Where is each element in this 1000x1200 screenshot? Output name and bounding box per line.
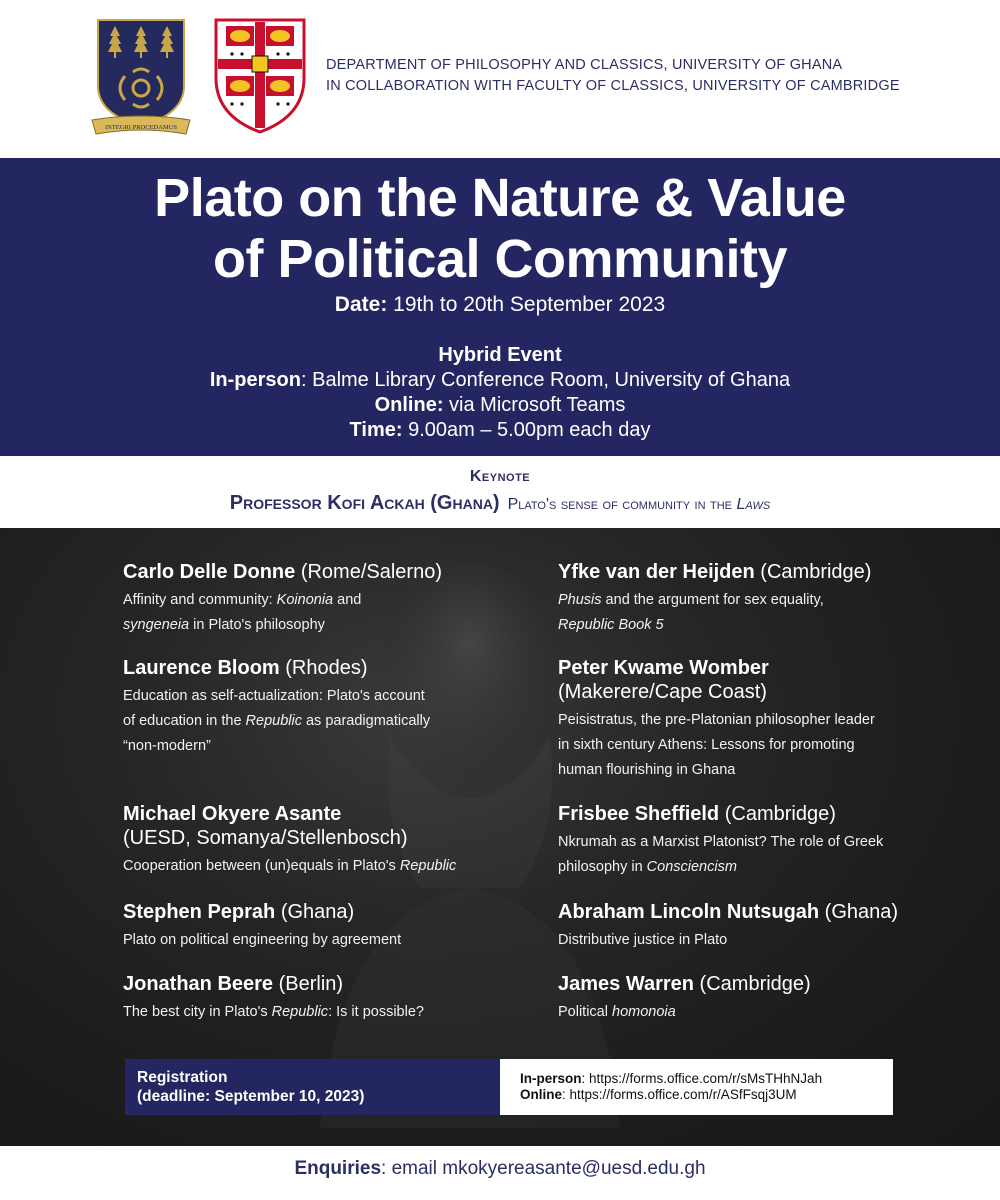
speaker-card — [558, 972, 811, 1025]
talk-title: Nkrumah as a Marxist Platonist? The role of Greek philosophy in Consciencism — [558, 834, 884, 875]
speaker-name: Carlo Delle Donne — [123, 561, 296, 583]
speaker-card — [123, 900, 401, 953]
date-value: 19th to 20th September 2023 — [387, 293, 666, 316]
enquiries-email[interactable]: : email mkokyereasante@uesd.edu.gh — [381, 1158, 706, 1179]
speaker-affiliation: (Rhodes) — [279, 657, 368, 679]
registration-label: Registration (deadline: September 10, 2023) — [125, 1059, 500, 1115]
speaker-name: Michael Okyere Asante — [123, 803, 342, 825]
header — [0, 0, 1000, 158]
speaker-name: Frisbee Sheffield — [558, 803, 720, 825]
talk-title: The best city in Plato's Republic: Is it possible? — [123, 1004, 424, 1020]
talk-title: Phusis and the argument for sex equality, Republic Book 5 — [558, 592, 824, 633]
talk-title: Political homonoia — [558, 1004, 676, 1020]
keynote-label: Keynote — [469, 468, 531, 485]
title-line-1: Plato on the Nature & Value — [154, 168, 846, 228]
event-info — [0, 343, 1000, 443]
online-registration-link[interactable]: Online: https://forms.office.com/r/ASfFsqj3UM — [520, 1087, 797, 1102]
speaker-affiliation: (Ghana) — [819, 901, 899, 923]
talk-title: Education as self-actualization: Plato's account of education in the Republic as paradigmatically “non-modern” — [123, 688, 431, 754]
time-value: 9.00am – 5.00pm each day — [402, 419, 651, 441]
speaker-card — [123, 656, 430, 759]
speaker-name: James Warren — [558, 973, 694, 995]
speaker-card — [558, 900, 898, 953]
registration-links — [500, 1059, 893, 1115]
speaker-card — [558, 802, 883, 880]
speaker-name: Jonathan Beere — [123, 973, 274, 995]
event-title — [0, 168, 1000, 290]
speaker-affiliation: (Ghana) — [275, 901, 355, 923]
speaker-card — [123, 972, 424, 1025]
university-of-cambridge-crest-icon — [212, 16, 308, 136]
speaker-card — [558, 560, 871, 638]
speaker-affiliation: (Makerere/Cape Coast) — [558, 681, 767, 703]
speaker-card — [123, 802, 456, 879]
talk-title: Affinity and community: Koinonia and syngeneia in Plato's philosophy — [123, 592, 362, 633]
svg-text:INTEGRI PROCEDAMUS: INTEGRI PROCEDAMUS — [104, 124, 178, 131]
speaker-affiliation: (Cambridge) — [719, 803, 836, 825]
speaker-card — [123, 560, 442, 638]
enquiries — [0, 1146, 1000, 1200]
inperson-value: : Balme Library Conference Room, University of Ghana — [301, 369, 791, 391]
time-label: Time: — [349, 419, 403, 441]
speaker-affiliation: (Berlin) — [273, 973, 344, 995]
organizer-lines — [326, 55, 900, 97]
dept-line-1: DEPARTMENT OF PHILOSOPHY AND CLASSICS, UNIVERSITY OF GHANA — [326, 57, 843, 73]
inperson-registration-link[interactable]: In-person: https://forms.office.com/r/sMsTHhNJah — [520, 1071, 823, 1086]
talk-title: Peisistratus, the pre-Platonian philosopher leader in sixth century Athens: Lessons for promoting human flourishing in Ghana — [558, 712, 875, 778]
speaker-affiliation: (UESD, Somanya/Stellenbosch) — [123, 827, 408, 849]
speaker-card — [558, 656, 875, 783]
speaker-affiliation: (Rome/Salerno) — [295, 561, 442, 583]
talk-title: Distributive justice in Plato — [558, 932, 728, 948]
speaker-affiliation: (Cambridge) — [754, 561, 872, 583]
date-label: Date: — [334, 293, 388, 316]
online-value: via Microsoft Teams — [443, 394, 626, 416]
keynote-line — [0, 492, 1000, 515]
talk-title: Cooperation between (un)equals in Plato's Republic — [123, 858, 457, 874]
keynote-section — [0, 456, 1000, 528]
speaker-name: Stephen Peprah — [123, 901, 276, 923]
inperson-label: In-person — [209, 369, 301, 391]
title-line-2: of Political Community — [212, 229, 788, 289]
dept-line-2: IN COLLABORATION WITH FACULTY OF CLASSICS, UNIVERSITY OF CAMBRIDGE — [326, 78, 900, 94]
speaker-name: Yfke van der Heijden — [558, 561, 755, 583]
enquiries-label: Enquiries — [294, 1158, 382, 1179]
title-band — [0, 158, 1000, 456]
speaker-name: Abraham Lincoln Nutsugah — [558, 901, 820, 923]
hybrid-label: Hybrid Event — [438, 344, 562, 366]
talk-title: Plato on political engineering by agreement — [123, 932, 402, 948]
speaker-name: Peter Kwame Womber — [558, 657, 769, 679]
speakers-section — [0, 528, 1000, 1146]
event-date — [0, 293, 1000, 317]
university-of-ghana-crest-icon — [90, 16, 192, 140]
keynote-speaker: Professor Kofi Ackah (Ghana) — [229, 492, 500, 514]
speaker-affiliation: (Cambridge) — [694, 973, 811, 995]
online-label: Online: — [374, 394, 444, 416]
speaker-name: Laurence Bloom — [123, 657, 280, 679]
keynote-talk: Plato's sense of community in the Laws — [507, 496, 771, 513]
